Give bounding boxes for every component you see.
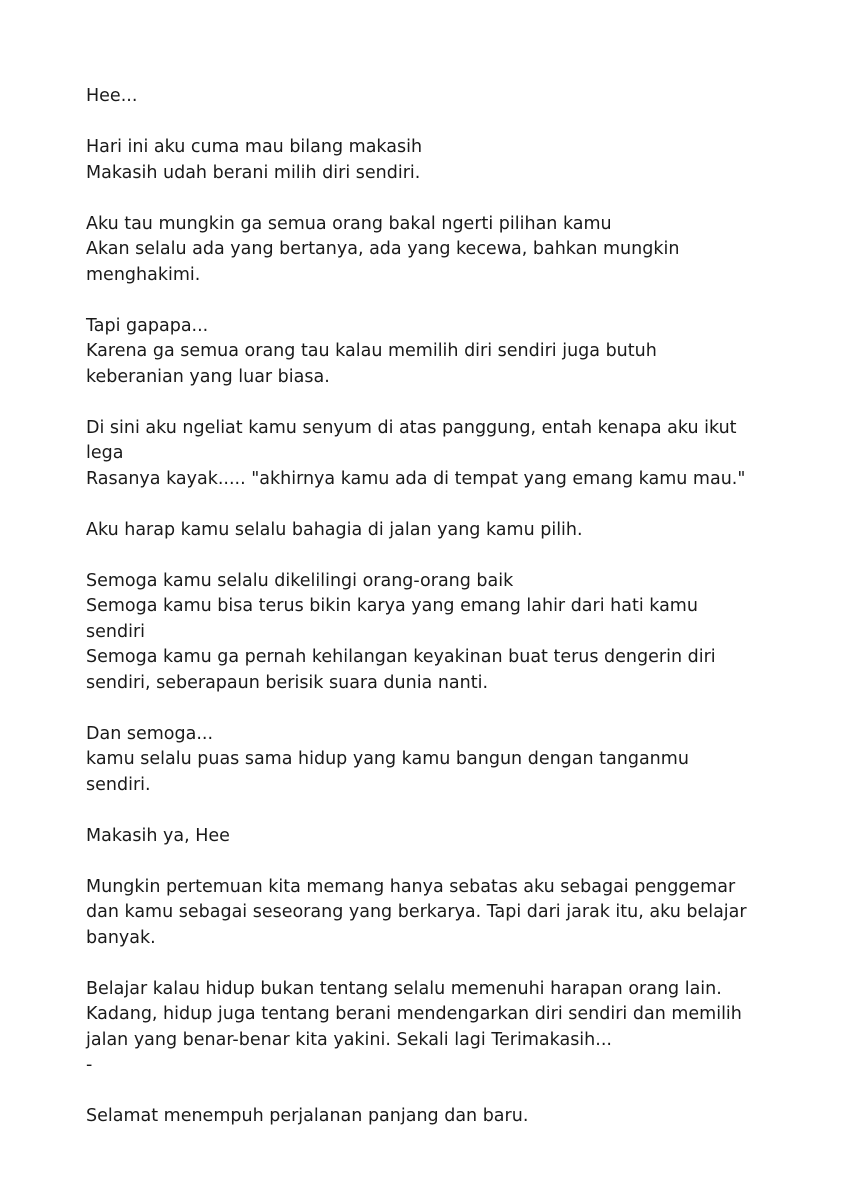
paragraph-closing bbox=[86, 1104, 766, 1130]
paragraph-understanding bbox=[86, 212, 766, 289]
text-line: Makasih ya, Hee bbox=[86, 825, 230, 846]
text-line: sendiri, seberapaun berisik suara dunia nanti. bbox=[86, 672, 489, 693]
letter-body bbox=[86, 84, 766, 1155]
paragraph-wishes bbox=[86, 569, 766, 697]
text-line: dan kamu sebagai seseorang yang berkarya. Tapi dari jarak itu, aku belajar bbox=[86, 902, 747, 922]
text-line: Karena ga semua orang tau kalau memilih diri sendiri juga butuh bbox=[86, 341, 657, 361]
text-line: Selamat menempuh perjalanan panjang dan baru. bbox=[86, 1106, 529, 1126]
text-line: Aku harap kamu selalu bahagia di jalan yang kamu pilih. bbox=[86, 519, 583, 540]
text-line: sendiri. bbox=[86, 774, 151, 795]
text-line: jalan yang benar-benar kita yakini. Sekali lagi Terimakasih... bbox=[86, 1029, 612, 1050]
text-line: Di sini aku ngeliat kamu senyum di atas panggung, entah kenapa aku ikut bbox=[86, 417, 737, 438]
text-line: banyak. bbox=[86, 927, 156, 948]
text-line: sendiri bbox=[86, 621, 146, 642]
paragraph-greeting bbox=[86, 84, 766, 110]
paragraph-meeting bbox=[86, 875, 766, 952]
text-line: Belajar kalau hidup bukan tentang selalu memenuhi harapan orang lain. bbox=[86, 978, 722, 999]
paragraph-makasih bbox=[86, 824, 766, 850]
text-line: Semoga kamu selalu dikelilingi orang-orang baik bbox=[86, 570, 514, 591]
text-line: - bbox=[86, 1055, 93, 1075]
paragraph-courage bbox=[86, 314, 766, 391]
text-line: Akan selalu ada yang bertanya, ada yang kecewa, bahkan mungkin bbox=[86, 239, 680, 259]
text-line: kamu selalu puas sama hidup yang kamu bangun dengan tanganmu bbox=[86, 749, 689, 769]
text-line: Mungkin pertemuan kita memang hanya sebatas aku sebagai penggemar bbox=[86, 876, 736, 897]
paragraph-thanks bbox=[86, 135, 766, 186]
text-line: menghakimi. bbox=[86, 264, 201, 285]
text-line: lega bbox=[86, 443, 124, 463]
text-line: Aku tau mungkin ga semua orang bakal ngerti pilihan kamu bbox=[86, 213, 612, 234]
text-line: keberanian yang luar biasa. bbox=[86, 366, 330, 387]
paragraph-satisfaction bbox=[86, 722, 766, 799]
paragraph-hope bbox=[86, 518, 766, 544]
paragraph-learning bbox=[86, 977, 766, 1079]
text-line: Tapi gapapa... bbox=[86, 315, 209, 336]
text-line: Dan semoga... bbox=[86, 723, 214, 744]
text-line: Hari ini aku cuma mau bilang makasih bbox=[86, 137, 423, 157]
text-line: Semoga kamu ga pernah kehilangan keyakinan buat terus dengerin diri bbox=[86, 647, 716, 667]
text-line: Rasanya kayak..... "akhirnya kamu ada di tempat yang emang kamu mau." bbox=[86, 468, 746, 489]
text-line: Hee... bbox=[86, 86, 138, 106]
text-line: Makasih udah berani milih diri sendiri. bbox=[86, 162, 421, 183]
text-line: Semoga kamu bisa terus bikin karya yang emang lahir dari hati kamu bbox=[86, 596, 698, 616]
paragraph-stage bbox=[86, 416, 766, 493]
text-line: Kadang, hidup juga tentang berani mendengarkan diri sendiri dan memilih bbox=[86, 1004, 742, 1024]
